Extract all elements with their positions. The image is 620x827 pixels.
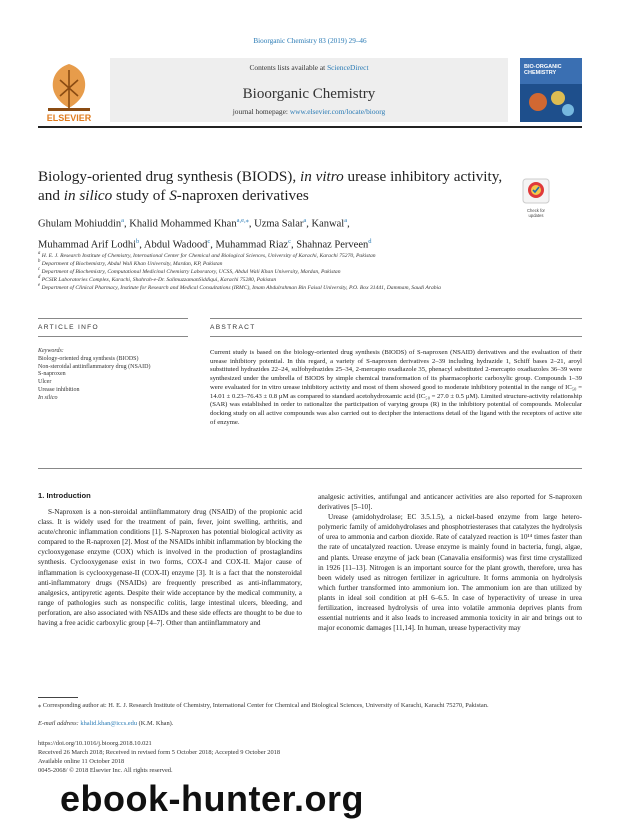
paragraph: Urease (amidohydrolase; EC 3.5.1.5), a nickel-based enzyme from large hetero-polymeric family of amidohydrolases and phosphotriesterases that catalyzes the hydrolysis of urea to ammonia and carbon dioxide. Rate of catalyzed reaction is 10¹⁴ times faster than the rate of uncatalyzed reaction. Urease enzyme is mainly found in bacteria, fungi, algae, and plants. Urease enzyme of jack bean (Canavalia ensiformis) was first time crystallized in 1926 [11–13]. Nitrogen is an important source for the plant growth, therefore, urea has been widely used as nitrogen fertilizer in agriculture. It forms ammonia on hydrolysis which further transformed into ammonium ion. The ammonium ion are than utilized by plants in ideal soil condition at pH 6–6.5. In case of hyperactivity of urease in urea fertilization, increased hydrolysis of urea into volatile ammonia deprives plants from essential nutrients and it also leads to increased ammonia toxicity in air and brings out to major economic damages [11,14]. In human, urease hyperactivity may <box>318 513 582 633</box>
cover-title: BIO-ORGANIC CHEMISTRY <box>524 64 562 77</box>
watermark: ebook-hunter.org <box>60 778 364 819</box>
author-name: Shahnaz Perveen <box>296 239 369 250</box>
contents-prefix: Contents lists available at <box>249 63 328 72</box>
article-info-heading: ARTICLE INFO <box>38 324 99 331</box>
authors-line: Ghulam Mohiuddin$^a$, Khalid Mohammed Khan$^{a,e,⁎}$, Uzma Salar$^a$, Kanwal$^a$, <box>38 217 350 230</box>
corresponding-author-note: ⁎ Corresponding author at: H. E. J. Research Institute of Chemistry, International Center for Chemical and Biological Sciences, University of Karachi, Karachi 75270, Pakistan. <box>38 702 489 709</box>
contents-line <box>110 63 508 72</box>
copyright: 0045-2068/ © 2018 Elsevier Inc. All rights reserved. <box>38 767 173 774</box>
keyword: Biology-oriented drug synthesis (BIODS) <box>38 355 139 362</box>
affiliation-text: Department of Clinical Pharmacy, Institute for Research and Medical Consultations (IRMC), Imam Abdulrahman Bin Faisal University, P.O. Box 31441, Dammam, Saudi Arabia <box>41 284 441 291</box>
section-heading: 1. Introduction <box>38 491 91 500</box>
elsevier-wordmark: ELSEVIER <box>46 113 92 123</box>
keywords-label: Keywords: <box>38 348 64 354</box>
author-name: Muhammad Arif Lodhi <box>38 239 136 250</box>
abstract-heading: ABSTRACT <box>210 324 256 331</box>
author-affiliation-marker[interactable]: d <box>368 237 372 245</box>
affiliation-text: Department of Biochemistry, Abdul Wali Khan University, Mardan, KP, Pakistan <box>41 260 223 267</box>
email-line <box>38 720 582 728</box>
title-part: and <box>38 187 64 204</box>
intro-left-column: S-Naproxen is a non-steroidal antiinflammatory drug (NSAID) of the propionic acid class. It is widely used for the treatment of pain, fever, joint swelling, arthritis, and acute/chronic inflammation conditions [1]. S-Naproxen has potential biological activity as compared to the R-naproxen [2]. Most of the NSAIDs inhibit inflammation by blocking the cyclooxygenase enzyme (COX) which is involved in the production of prostaglandins synthesis. Cyclooxygenase exist in two forms, COX-I and COX-II. Major cause of inflammation is cyclooxygenase-II (COX-II) enzyme [3]. It is a fact that the nonsteroidal anti-inflammatory drugs (NSAIDs) are frequently prescribed as anti-inflammatory, analgesics, antipyretic agents. Despite their wide acceptance by the medical community, a range of pathologies such as nonspecific colitis, large intestinal ulcers, bleeding, and perforation, are also associated with NSAIDs and these side effects are thought to be due to having a free acidic carboxylic group [4–7]. Other than antiinflammatory and <box>38 508 302 628</box>
keyword: Urease inhibition <box>38 386 80 393</box>
available-online: Available online 11 October 2018 <box>38 758 125 765</box>
author-affiliation-marker[interactable]: a <box>303 217 307 224</box>
journal-homepage <box>110 107 508 116</box>
email-link[interactable]: khalid.khan@iccs.edu <box>80 720 138 727</box>
title-part: Biology-oriented drug synthesis (BIODS), <box>38 168 300 185</box>
affiliation-text: H. E. J. Research Institute of Chemistry, International Center for Chemical and Biological Sciences, University of Karachi, Karachi 75270, Pakistan <box>41 252 376 259</box>
title-part: S <box>169 187 177 204</box>
article-info-rule <box>38 336 188 337</box>
author-list <box>38 212 518 253</box>
abstract-rule <box>210 336 582 337</box>
authors-line: Muhammad Arif Lodhi$^b$, Abdul Wadood$^c$, Muhammad Riaz$^c$, Shahnaz Perveen$^d$ <box>38 237 372 250</box>
intro-right-column <box>318 492 582 633</box>
doi-link[interactable]: https://doi.org/10.1016/j.bioorg.2018.10.021 <box>38 740 152 747</box>
email-suffix: (K.M. Khan). <box>137 720 174 727</box>
homepage-prefix: journal homepage: <box>232 107 290 116</box>
received-dates: Received 26 March 2018; Received in revised form 5 October 2018; Accepted 9 October 2018 <box>38 749 281 756</box>
author-name: Abdul Wadood <box>143 239 208 250</box>
header-rule <box>38 126 582 128</box>
keyword: Ulcer <box>38 379 52 386</box>
journal-name: Bioorganic Chemistry <box>242 86 376 102</box>
paragraph: analgesic activities, antifungal and anticancer activities are also reported for S-naproxen derivatives [5–10]. <box>318 493 582 512</box>
affiliation-marker: b <box>38 259 41 264</box>
title-part: urease inhibitory activity, <box>343 168 503 185</box>
author-affiliation-marker[interactable]: a <box>121 217 125 224</box>
title-part: in silico <box>63 187 113 204</box>
affiliation <box>38 282 518 292</box>
check-for-updates-button[interactable] <box>522 178 550 218</box>
sciencedirect-link[interactable]: ScienceDirect <box>327 63 369 72</box>
elsevier-logo <box>38 58 100 124</box>
affiliation-text: Department of Biochemistry, Computational Medicinal Chemistry Laboratory, UCSS, Abdul Wali Khan University, Mardan, Pakistan <box>41 268 341 275</box>
keyword: In silico <box>38 394 58 401</box>
author-affiliation-marker[interactable]: b <box>136 237 140 245</box>
title-part: in vitro <box>299 168 344 185</box>
keywords-block <box>38 348 188 403</box>
crossmark-label: Check for updates <box>527 208 545 218</box>
author-name: Kanwal <box>311 218 345 230</box>
crossmark-icon <box>522 178 550 204</box>
abstract-text: Current study is based on the biology-oriented drug synthesis (BIODS) of S-naproxen (NSAID) derivatives and the evaluation of their urease inhibitory potential. In this regard, a variety of S-naproxen derivatives 2–39 including hydrazide 1, Schiff bases 2–21, aroyl substituted hydrazides 22–24, sulfohydrazides 25–34, 2-mercapto oxadiazole 35, phenacyl substituted 2-mercapto oxadiazoles 36–39 were synthesized under the umbrella of BIODS by simple chemical transformation of its pharmacophoric carboxylic group. Compounds 1–39 were evaluated for in vitro urease inhibitory activity and most of them showed good to moderate inhibitory potential in the range of IC₅₀ = 14.01 ± 0.23–76.43 ± 0.8 µM as compared to standard acetohydroxamic acid (IC₅₀ = 27.0 ± 0.5 µM). Limited structure-activity relationship (SAR) was established in order to rationalize the participation of varying groups (R) in the inhibitory potential of compounds. Molecular docking study on all active compounds was also carried out to decipher the interactions detail of the ligand with the receptors of active site of enzyme. <box>210 349 582 426</box>
title-part: study of <box>112 187 170 204</box>
keyword: Non-steroidal antiinflammatory drug (NSAID) <box>38 363 151 370</box>
email-label: E-mail address: <box>38 720 81 727</box>
keyword: S-naproxen <box>38 371 66 378</box>
author-affiliation-marker[interactable]: c <box>288 237 291 245</box>
author-name: Uzma Salar <box>254 218 304 230</box>
affiliation-marker: d <box>38 275 41 280</box>
author-affiliation-marker[interactable]: a,e,⁎ <box>236 217 249 224</box>
title-part: -naproxen derivatives <box>176 187 309 204</box>
homepage-link[interactable]: www.elsevier.com/locate/bioorg <box>289 107 386 116</box>
abstract-bottom-rule <box>38 468 582 469</box>
affiliation-marker: a <box>38 251 41 256</box>
article-title <box>38 167 508 205</box>
affiliation-marker: c <box>38 267 41 272</box>
footnote-rule <box>38 697 78 698</box>
author-affiliation-marker[interactable]: a <box>344 217 348 224</box>
affiliation-marker: e <box>38 283 41 288</box>
abstract-rule <box>210 318 582 319</box>
author-affiliation-marker[interactable]: c <box>207 237 211 245</box>
author-name: Muhammad Riaz <box>215 239 289 250</box>
journal-citation[interactable]: Bioorganic Chemistry 83 (2019) 29–46 <box>253 37 367 45</box>
journal-cover-image <box>520 58 582 122</box>
author-name: Khalid Mohammed Khan <box>129 218 237 230</box>
affiliation-text: PCSIR Laboratories Complex, Karachi, Shahrah-e-Dr. SalimuzzamanSiddiqui, Karachi 75280, Pakistan <box>41 276 277 283</box>
article-info-rule <box>38 318 188 319</box>
author-name: Ghulam Mohiuddin <box>38 218 122 230</box>
